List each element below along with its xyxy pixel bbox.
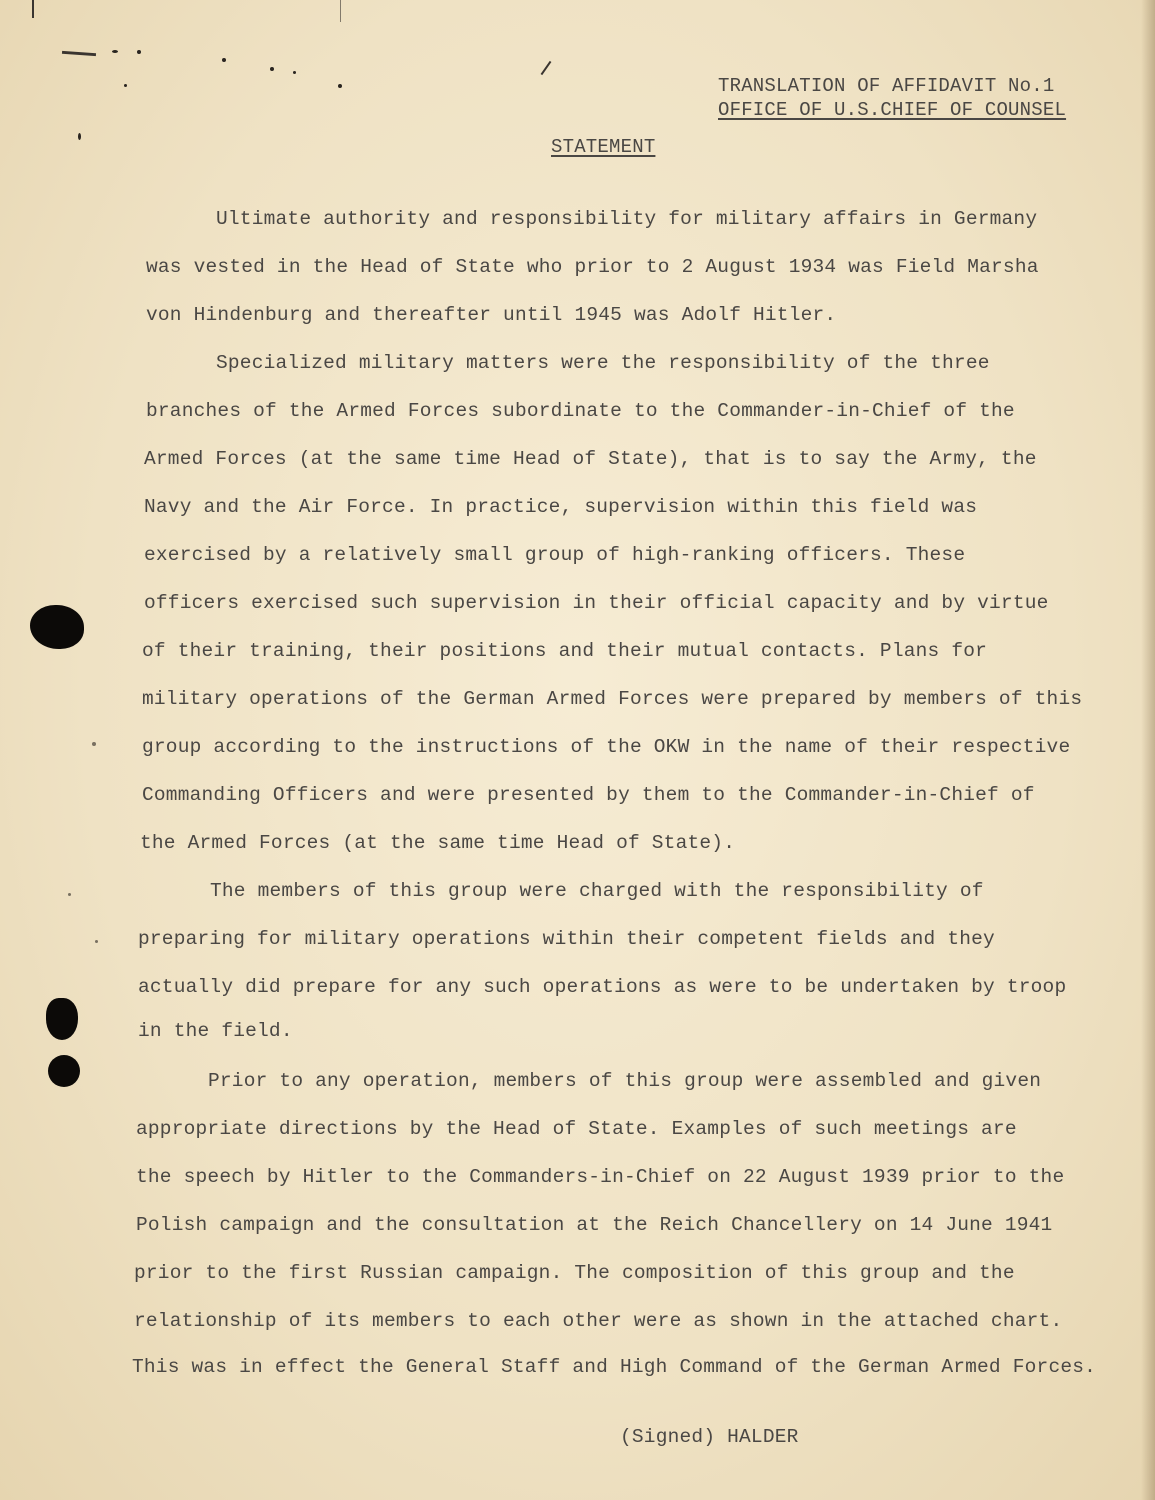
- stray-stroke: [340, 0, 341, 22]
- body-line: This was in effect the General Staff and High Command of the German Armed Forces.: [132, 1356, 1097, 1378]
- body-line: actually did prepare for any such operations as were to be undertaken by troop: [138, 976, 1067, 998]
- punch-hole-middle: [46, 998, 78, 1040]
- header-line-office: OFFICE OF U.S.CHIEF OF COUNSEL: [718, 99, 1067, 121]
- punch-hole-bottom: [48, 1055, 80, 1087]
- speck: [112, 50, 118, 53]
- body-line: of their training, their positions and their mutual contacts. Plans for: [142, 640, 988, 662]
- speck: [95, 940, 98, 943]
- speck: [222, 58, 226, 62]
- body-line: The members of this group were charged with the responsibility of: [210, 880, 984, 902]
- body-line: the speech by Hitler to the Commanders-in-Chief on 22 August 1939 prior to the: [136, 1166, 1065, 1188]
- speck: [68, 893, 71, 896]
- body-line: Navy and the Air Force. In practice, supervision within this field was: [144, 496, 978, 518]
- speck: [137, 50, 141, 54]
- speck: [338, 84, 342, 88]
- body-line: was vested in the Head of State who prior to 2 August 1934 was Field Marsha: [146, 256, 1039, 278]
- body-line: Armed Forces (at the same time Head of State), that is to say the Army, the: [144, 448, 1037, 470]
- body-line: in the field.: [138, 1020, 293, 1042]
- speck: [293, 71, 296, 74]
- speck: [78, 133, 81, 140]
- document-title: STATEMENT: [551, 136, 656, 158]
- body-line: relationship of its members to each other were as shown in the attached chart.: [134, 1310, 1063, 1332]
- body-line: Prior to any operation, members of this group were assembled and given: [208, 1070, 1042, 1092]
- body-line: branches of the Armed Forces subordinate to the Commander-in-Chief of the: [146, 400, 1015, 422]
- body-line: the Armed Forces (at the same time Head of State).: [140, 832, 736, 854]
- body-line: appropriate directions by the Head of State. Examples of such meetings are: [136, 1118, 1017, 1140]
- document-header: [718, 74, 1066, 122]
- punch-hole-top: [30, 605, 84, 649]
- body-line: Ultimate authority and responsibility for military affairs in Germany: [216, 208, 1038, 230]
- speck: [92, 742, 96, 746]
- stray-stroke: [541, 61, 552, 75]
- body-line: group according to the instructions of the OKW in the name of their respective: [142, 736, 1071, 758]
- stray-stroke: [32, 0, 34, 18]
- body-line: prior to the first Russian campaign. The composition of this group and the: [134, 1262, 1015, 1284]
- body-line: Polish campaign and the consultation at the Reich Chancellery on 14 June 1941: [136, 1214, 1053, 1236]
- margin-mark: [62, 51, 96, 56]
- signature-line: (Signed) HALDER: [620, 1426, 799, 1448]
- body-line: Commanding Officers and were presented by them to the Commander-in-Chief of: [142, 784, 1035, 806]
- body-line: preparing for military operations within their competent fields and they: [138, 928, 995, 950]
- body-line: von Hindenburg and thereafter until 1945 was Adolf Hitler.: [146, 304, 837, 326]
- body-line: Specialized military matters were the responsibility of the three: [216, 352, 990, 374]
- speck: [270, 67, 274, 71]
- header-line-translation: TRANSLATION OF AFFIDAVIT No.1: [718, 75, 1055, 97]
- speck: [124, 84, 127, 87]
- body-line: officers exercised such supervision in their official capacity and by virtue: [144, 592, 1049, 614]
- body-line: exercised by a relatively small group of high-ranking officers. These: [144, 544, 966, 566]
- body-line: military operations of the German Armed Forces were prepared by members of this: [142, 688, 1083, 710]
